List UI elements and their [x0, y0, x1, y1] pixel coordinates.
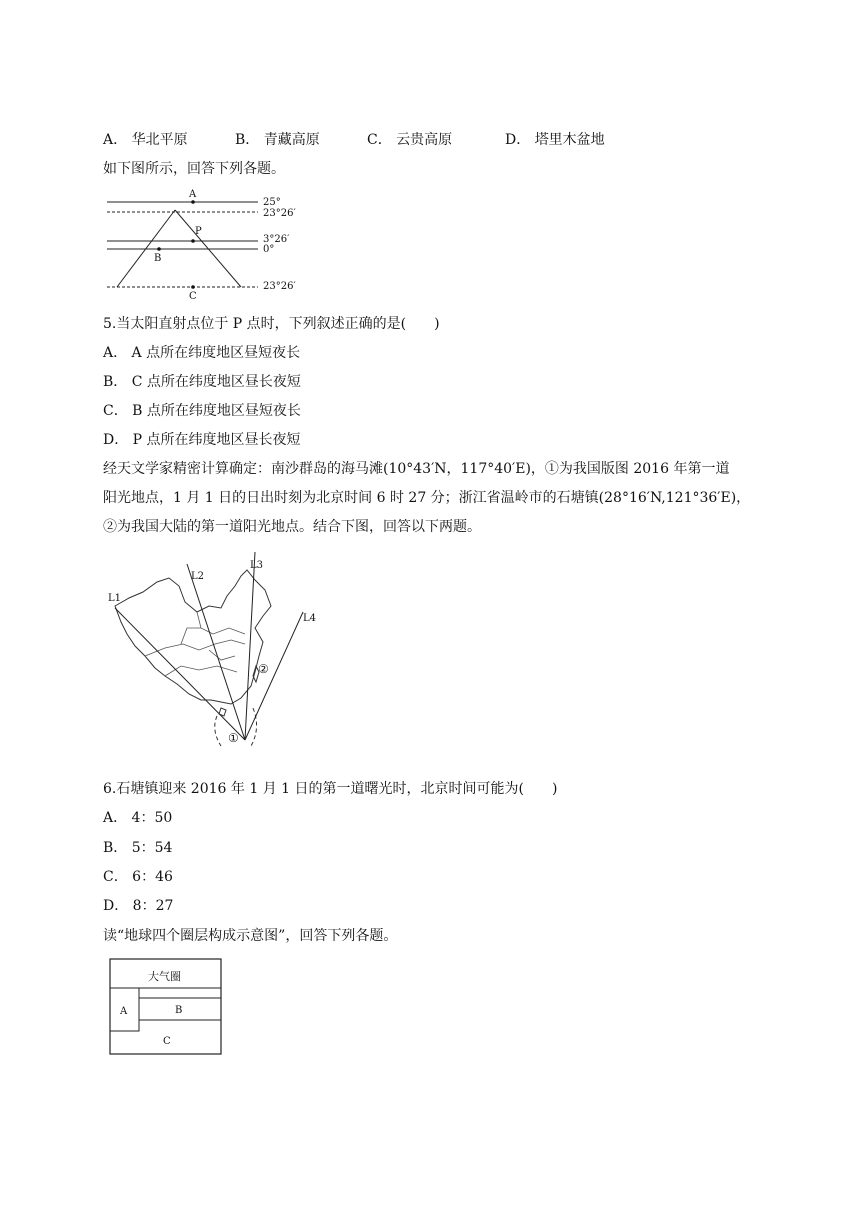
intro-fig1: 如下图所示，回答下列各题。: [103, 161, 285, 177]
q6-option-a: A． 4：50: [103, 810, 173, 826]
label-point-1: ①: [228, 731, 239, 745]
label-a: A: [189, 189, 197, 200]
q5-option-c: C． B 点所在纬度地区昼短夜长: [103, 403, 301, 419]
option-letter: C．: [367, 132, 392, 148]
line-l3: [245, 552, 255, 740]
q6-option-d: D． 8：27: [103, 898, 174, 914]
q5-option-d: D． P 点所在纬度地区昼长夜短: [103, 432, 301, 448]
q4-option-c: [367, 130, 505, 150]
point-c: [191, 285, 195, 289]
option-text: 云贵高原: [396, 132, 453, 148]
point-b: [157, 247, 161, 251]
lat-label-2326s: 23°26′: [263, 281, 296, 292]
option-letter: D．: [505, 132, 531, 148]
line-l1: [115, 608, 245, 740]
label-l3: L3: [250, 560, 264, 571]
point-p: [191, 239, 195, 243]
option-letter: B．: [235, 132, 260, 148]
label-l4: L4: [303, 613, 317, 624]
option-text: 塔里木盆地: [534, 132, 605, 148]
q6-option-b: B． 5：54: [103, 840, 173, 856]
q6-stem: 6.石塘镇迎来 2016 年 1 月 1 日的第一道曙光时，北京时间可能为( ): [103, 781, 558, 797]
label-l1: L1: [108, 593, 122, 604]
label-l2: L2: [191, 571, 205, 582]
option-text: 青藏高原: [263, 132, 320, 148]
option-letter: A．: [103, 132, 128, 148]
lat-label-2326n: 23°26′: [263, 208, 296, 219]
q4-option-d: [505, 130, 605, 150]
sun-direct-point-figure: [105, 188, 325, 303]
passage-line-3: ②为我国大陆的第一道阳光地点。结合下图，回答以下两题。: [103, 519, 481, 535]
passage-line-2: 阳光地点，1 月 1 日的日出时刻为北京时间 6 时 27 分；浙江省温岭市的石塘镇(28°16′N,121°36′E)，: [103, 490, 751, 506]
lat-label-25: 25°: [263, 197, 281, 208]
point-a: [191, 200, 195, 204]
label-c: C: [189, 291, 197, 302]
q5-option-b: B． C 点所在纬度地区昼长夜短: [103, 374, 301, 390]
q4-option-a: [103, 130, 235, 150]
q5-option-a: A． A 点所在纬度地区昼短夜长: [103, 345, 301, 361]
label-b: B: [175, 1005, 183, 1016]
q5-stem: 5.当太阳直射点位于 P 点时，下列叙述正确的是( ): [103, 316, 440, 332]
q6-option-c: C． 6：46: [103, 869, 173, 885]
q4-options: [103, 130, 605, 150]
label-c: C: [163, 1036, 171, 1047]
lat-label-0: 0°: [263, 244, 275, 255]
province-boundaries: [145, 612, 245, 676]
label-a: A: [120, 1006, 128, 1017]
label-b: B: [154, 253, 162, 264]
china-sunrise-map: [105, 548, 325, 753]
lat-label-326: 3°26′: [263, 234, 290, 245]
q4-option-b: [235, 130, 367, 150]
option-text: 华北平原: [131, 132, 188, 148]
intro-fig3: 读“地球四个圈层构成示意图”，回答下列各题。: [103, 928, 398, 944]
passage-line-1: 经天文学家精密计算确定：南沙群岛的海马滩(10°43′N，117°40′E)，①为我国版图 2016 年第一道: [103, 461, 730, 477]
line-l2: [187, 564, 245, 740]
label-point-2: ②: [258, 662, 269, 676]
label-p: P: [195, 226, 202, 237]
earth-spheres-diagram: [109, 958, 223, 1056]
label-atmosphere: 大气圈: [148, 970, 181, 983]
